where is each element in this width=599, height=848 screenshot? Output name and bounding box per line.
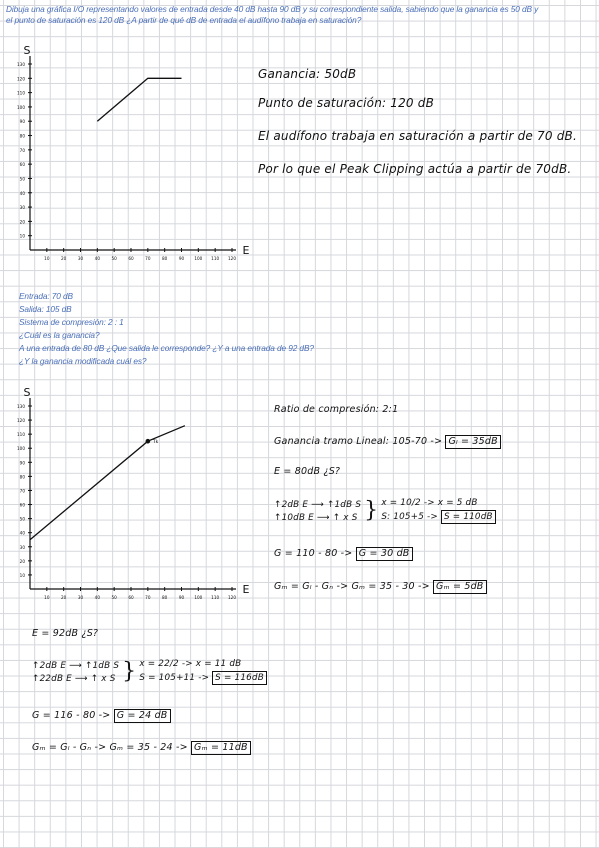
output-92-result-box: S = 116dB: [212, 671, 267, 685]
y-tick-label: 20: [19, 219, 25, 225]
x-tick-label: 30: [77, 595, 84, 600]
y-tick-label: 30: [19, 205, 25, 211]
y-tick-label: 80: [19, 133, 25, 139]
modified-gain-92-result-box: Gₘ = 11dB: [191, 741, 251, 755]
x-tick-label: 10: [44, 256, 50, 261]
series-line: [97, 78, 181, 121]
problem2-line-question-modified-gain: ¿Y la ganancia modificada cuál es?: [19, 356, 147, 366]
linear-gain-result-box: Gₗ = 35dB: [445, 435, 500, 449]
x-tick-label: 120: [228, 256, 236, 261]
x-tick-label: 20: [60, 256, 67, 261]
y-tick-label: 70: [19, 488, 25, 494]
answer-gain: Ganancia: 50dB: [258, 67, 357, 81]
curly-brace-92: }: [122, 659, 137, 684]
output-92-calc: S = 105+11 ->: [139, 673, 210, 683]
y-tick-label: 50: [19, 516, 25, 522]
proportion92-calc-s: [139, 671, 267, 685]
gain-at-80: [274, 547, 413, 561]
question-input-80: E = 80dB ¿S?: [274, 466, 341, 477]
y-tick-label: 130: [17, 62, 25, 67]
y-axis-label: S: [23, 386, 31, 399]
y-tick-label: 50: [19, 176, 25, 182]
x-tick-label: 100: [194, 595, 203, 600]
series-line: [30, 426, 185, 540]
problem1-statement-line2: el punto de saturación es 120 dB ¿A partir de qué dB de entrada el audífono trabaja en saturación?: [6, 15, 362, 25]
y-tick-label: 100: [17, 104, 25, 110]
problem2-statement: [19, 291, 314, 367]
x-tick-label: 80: [161, 256, 168, 261]
gain-80-result-box: G = 30 dB: [356, 547, 413, 561]
x-tick-label: 70: [145, 595, 151, 600]
y-tick-label: 40: [19, 190, 25, 196]
x-tick-label: 110: [211, 256, 220, 261]
y-axis-label: S: [23, 44, 31, 57]
knee-point-marker: [146, 439, 151, 444]
x-tick-label: 60: [128, 256, 134, 261]
y-tick-label: 110: [17, 90, 25, 96]
problem2-line-output: Salida: 105 dB: [19, 304, 72, 314]
y-tick-label: 40: [19, 530, 25, 536]
x-tick-label: 110: [211, 595, 220, 600]
gain-92-calc: G = 116 - 80 ->: [32, 710, 111, 721]
problem2-line-input: Entrada: 70 dB: [19, 291, 73, 301]
curly-brace: }: [364, 498, 379, 523]
io-chart-saturation: [8, 44, 258, 279]
proportion-block-80: [274, 498, 496, 524]
x-tick-label: 20: [60, 595, 67, 600]
x-tick-label: 40: [94, 595, 101, 600]
y-tick-label: 60: [19, 502, 25, 508]
answer-compression-ratio: Ratio de compresión: 2:1: [274, 404, 399, 415]
x-tick-label: 50: [111, 595, 117, 600]
gain-92-result-box: G = 24 dB: [114, 709, 171, 723]
problem1-statement-line1: Dibuja una gráfica I/O representando valores de entrada desde 40 dB hasta 90 dB y su correspondiente salida, sabiendo que la ganancia es 50 dB y: [6, 4, 539, 14]
x-tick-label: 80: [161, 595, 168, 600]
proportion92-line-1: ↑2dB E ⟶ ↑1dB S: [32, 660, 120, 671]
x-tick-label: 30: [77, 256, 84, 261]
linear-gain-calc: Ganancia tramo Lineal: 105-70 ->: [274, 436, 443, 447]
y-tick-label: 30: [19, 544, 25, 550]
y-tick-label: 90: [19, 460, 25, 466]
x-tick-label: 40: [94, 256, 101, 261]
x-tick-label: 90: [178, 256, 185, 261]
x-axis-label: E: [242, 583, 250, 596]
gain-at-92: [32, 709, 171, 723]
modified-gain-80-result-box: Gₘ = 5dB: [433, 580, 486, 594]
proportion-line-1: ↑2dB E ⟶ ↑1dB S: [274, 499, 362, 510]
x-tick-label: 90: [178, 595, 185, 600]
y-tick-label: 100: [17, 446, 25, 452]
x-axis-label: E: [242, 244, 250, 257]
problem2-line-question-gain: ¿Cuál es la ganancia?: [19, 330, 100, 340]
y-tick-label: 20: [19, 558, 25, 564]
y-tick-label: 60: [19, 162, 25, 168]
answer-peak-clipping: Por lo que el Peak Clipping actúa a partir de 70dB.: [258, 162, 572, 176]
modified-gain-at-80: [274, 580, 487, 594]
knee-point-label: Tk: [152, 440, 159, 446]
problem2-line-question-output: A una entrada de 80 dB ¿Que salida le corresponde? ¿Y a una entrada de 92 dB?: [19, 343, 314, 353]
x-tick-label: 100: [194, 256, 203, 261]
y-tick-label: 80: [19, 474, 25, 480]
proportion-block-92: [32, 659, 267, 685]
answer-saturation-point: Punto de saturación: 120 dB: [258, 96, 435, 110]
y-tick-label: 130: [17, 404, 25, 409]
proportion92-calc-x: x = 22/2 -> x = 11 dB: [139, 659, 242, 669]
answer-linear-gain: [274, 435, 501, 449]
answer-saturation-start: El audífono trabaja en saturación a partir de 70 dB.: [258, 129, 577, 143]
question-input-92: E = 92dB ¿S?: [32, 628, 99, 639]
modified-gain-80-calc: Gₘ = Gₗ - Gₙ -> Gₘ = 35 - 30 ->: [274, 581, 430, 592]
x-tick-label: 10: [44, 595, 50, 600]
modified-gain-at-92: [32, 741, 251, 755]
proportion-calc-x: x = 10/2 -> x = 5 dB: [381, 498, 478, 508]
gain-80-calc: G = 110 - 80 ->: [274, 548, 353, 559]
modified-gain-92-calc: Gₘ = Gₗ - Gₙ -> Gₘ = 35 - 24 ->: [32, 742, 188, 753]
problem2-line-compression: Sistema de compresión: 2 : 1: [19, 317, 124, 327]
y-tick-label: 70: [19, 147, 25, 153]
proportion-line-2: ↑10dB E ⟶ ↑ x S: [274, 512, 358, 523]
y-tick-label: 90: [19, 119, 25, 125]
output-80-result-box: S = 110dB: [441, 510, 496, 524]
output-80-calc: S: 105+5 ->: [381, 512, 438, 522]
x-tick-label: 50: [111, 256, 117, 261]
y-tick-label: 10: [19, 572, 25, 578]
y-tick-label: 10: [19, 233, 25, 239]
y-tick-label: 110: [17, 432, 25, 438]
y-tick-label: 120: [17, 418, 25, 424]
proportion-calc-s: [381, 510, 495, 524]
proportion92-line-2: ↑22dB E ⟶ ↑ x S: [32, 673, 116, 684]
y-tick-label: 120: [17, 76, 25, 82]
x-tick-label: 70: [145, 256, 151, 261]
x-tick-label: 60: [128, 595, 134, 600]
x-tick-label: 120: [228, 595, 236, 600]
io-chart-compression: [8, 386, 258, 616]
